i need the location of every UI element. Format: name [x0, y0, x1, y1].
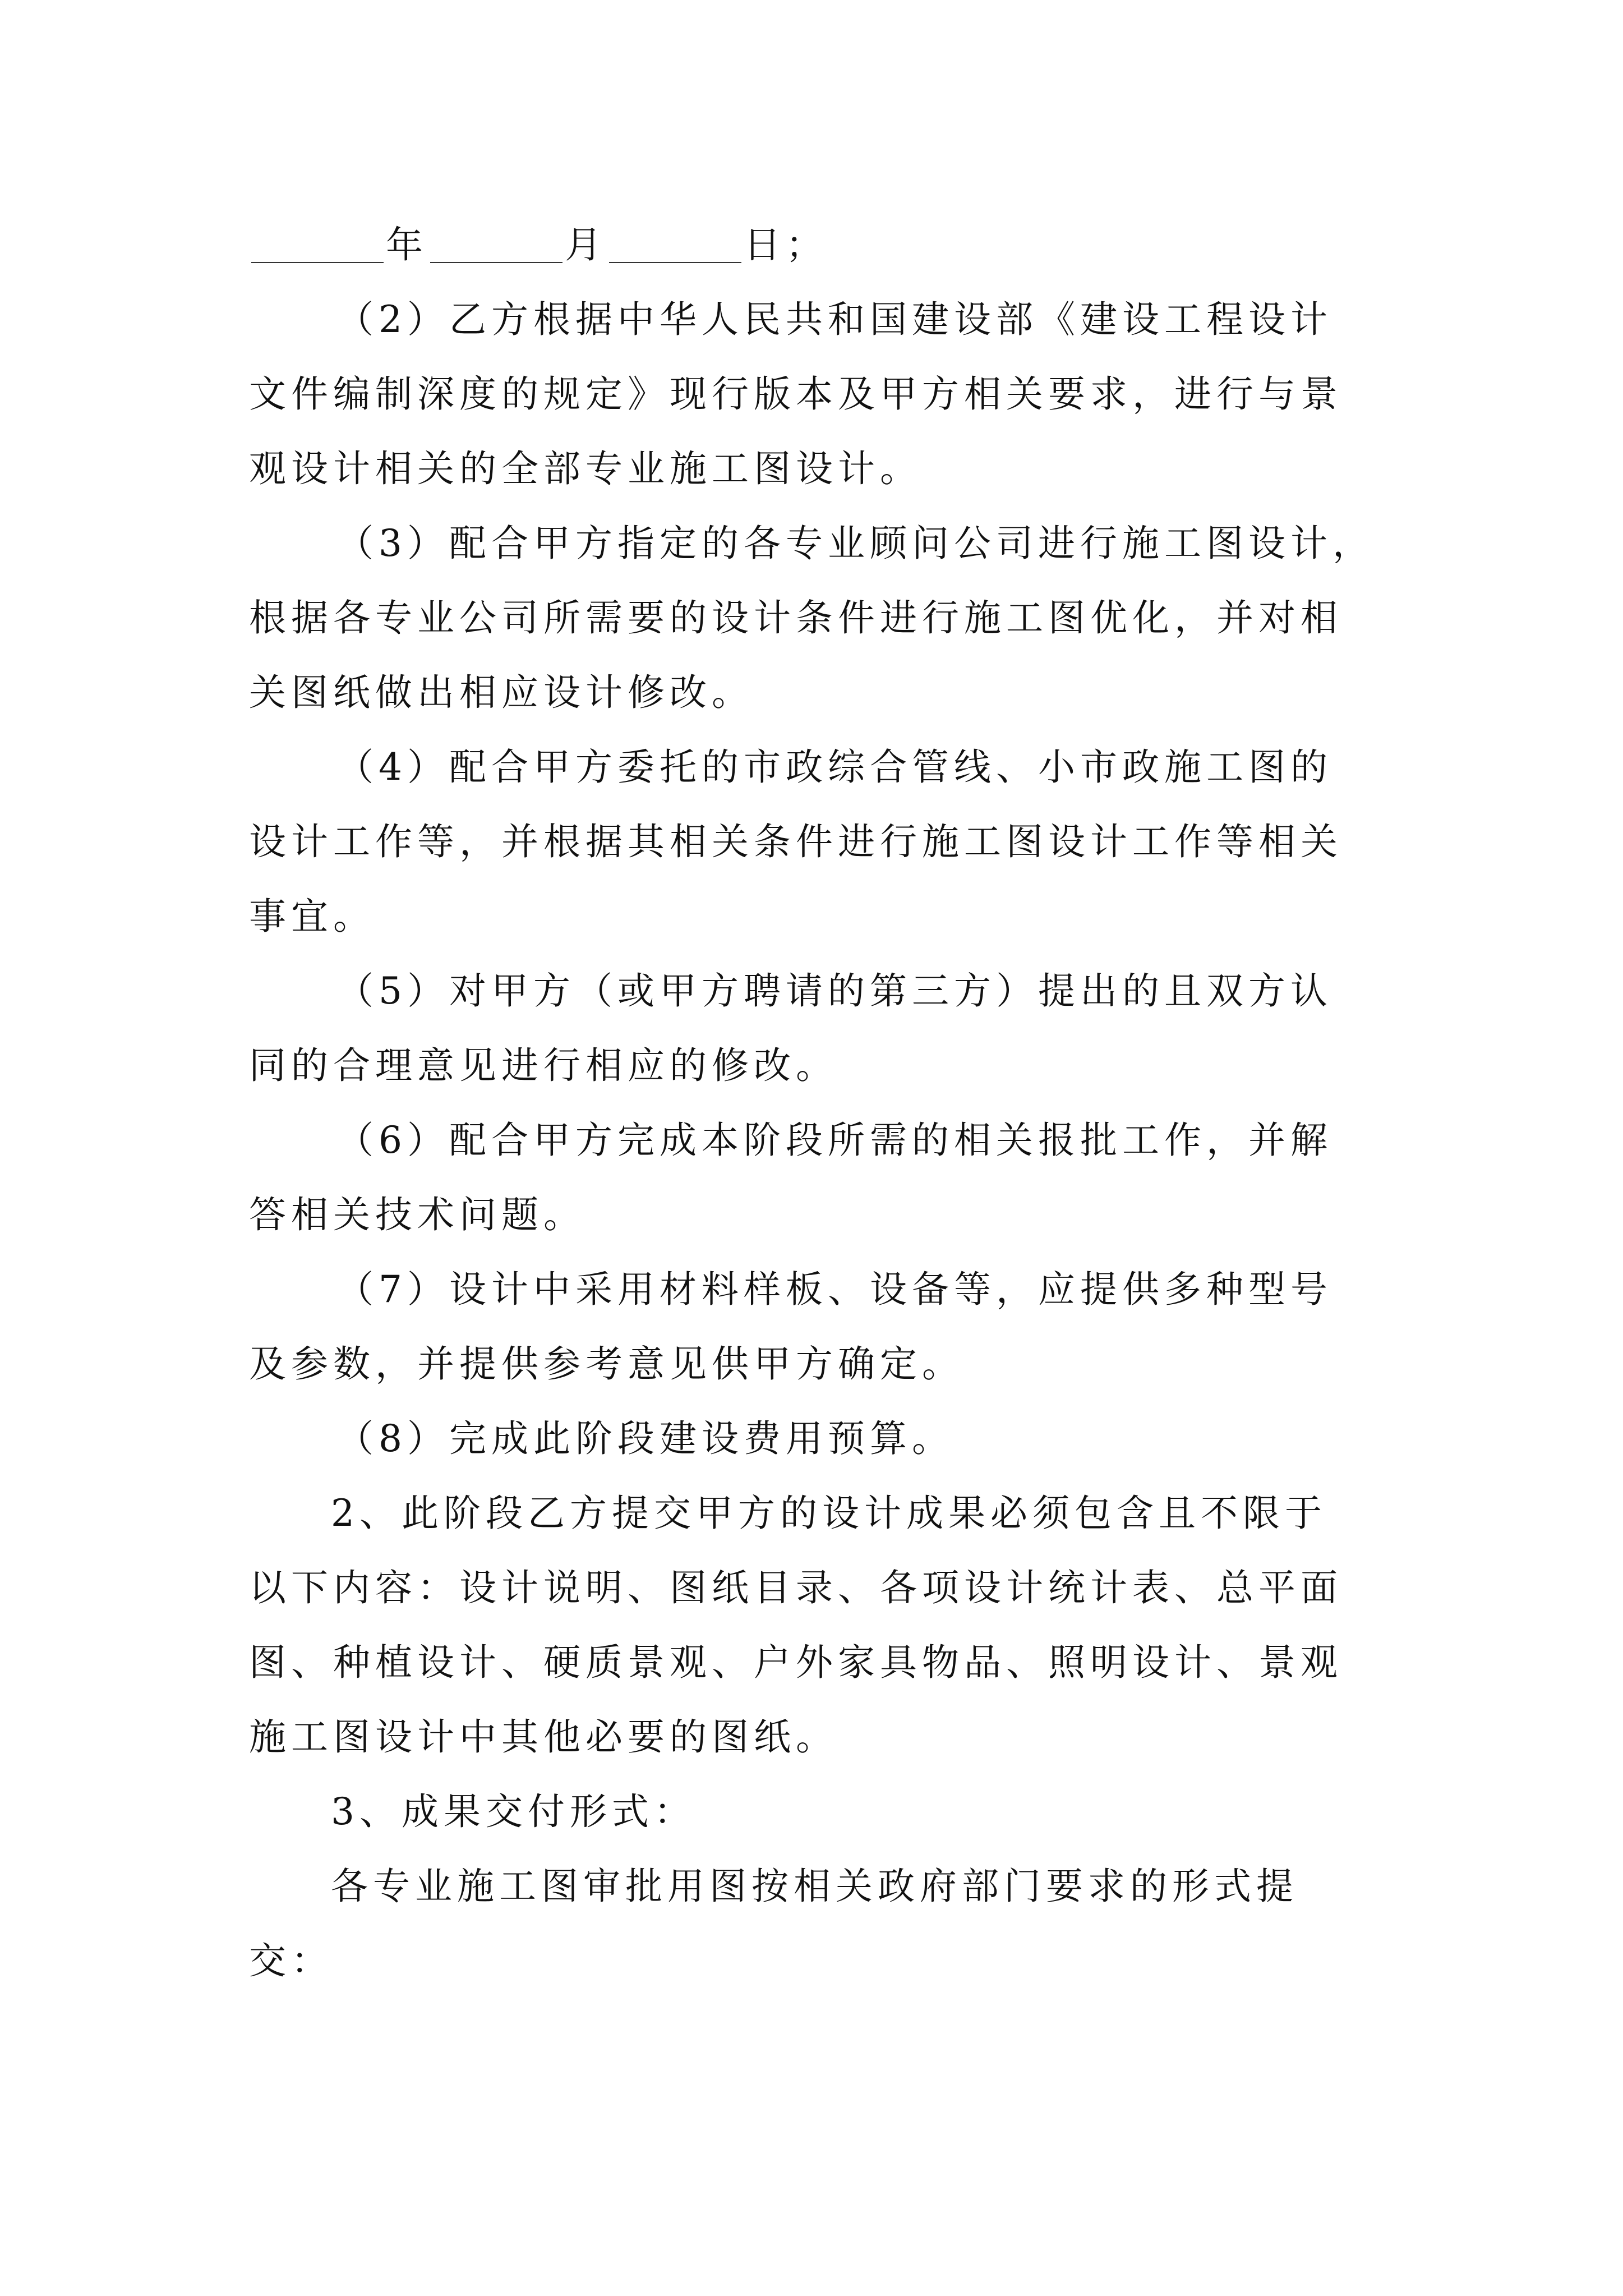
section-2-line-3: 图、种植设计、硬质景观、户外家具物品、照明设计、景观: [249, 1641, 1343, 1684]
paragraph-4-line-2: 设计工作等，并根据其相关条件进行施工图设计工作等相关: [249, 820, 1343, 863]
day-blank: [609, 225, 741, 263]
section-3-line-1: 3、成果交付形式：: [331, 1790, 696, 1833]
section-2-line-1: 2、此阶段乙方提交甲方的设计成果必须包含且不限于: [331, 1492, 1327, 1535]
date-line: [249, 208, 1376, 282]
paragraph-4-line-3: 事宜。: [249, 895, 375, 938]
delivery-paragraph-line-2: 交：: [249, 1939, 333, 1982]
paragraph-2-line-1: （2）乙方根据中华人民共和国建设部《建设工程设计: [336, 298, 1332, 341]
section-2-line-2: 以下内容：设计说明、图纸目录、各项设计统计表、总平面: [249, 1566, 1343, 1609]
section-2-line-4: 施工图设计中其他必要的图纸。: [249, 1715, 838, 1759]
month-blank: [430, 225, 562, 263]
paragraph-6-line-1: （6）配合甲方完成本阶段所需的相关报批工作，并解: [336, 1119, 1332, 1162]
paragraph-5-line-1: （5）对甲方（或甲方聘请的第三方）提出的且双方认: [336, 969, 1332, 1013]
paragraph-8-line-1: （8）完成此阶段建设费用预算。: [336, 1417, 954, 1460]
paragraph-3-line-3: 关图纸做出相应设计修改。: [249, 671, 754, 714]
paragraph-6-line-2: 答相关技术问题。: [249, 1193, 585, 1236]
paragraph-3-line-2: 根据各专业公司所需要的设计条件进行施工图优化，并对相: [249, 596, 1343, 639]
month-label: 月: [565, 223, 607, 266]
year-blank: [251, 225, 384, 263]
paragraph-2-line-3: 观设计相关的全部专业施工图设计。: [249, 447, 922, 490]
paragraph-7-line-2: 及参数，并提供参考意见供甲方确定。: [249, 1342, 964, 1386]
paragraph-2-line-2: 文件编制深度的规定》现行版本及甲方相关要求，进行与景: [249, 372, 1343, 416]
document-body: [249, 208, 1376, 1998]
paragraph-4-line-1: （4）配合甲方委托的市政综合管线、小市政施工图的: [336, 746, 1332, 789]
paragraph-3-line-1: （3）配合甲方指定的各专业顾问公司进行施工图设计，: [336, 522, 1375, 565]
delivery-paragraph-line-1: 各专业施工图审批用图按相关政府部门要求的形式提: [331, 1865, 1298, 1908]
paragraph-5-line-2: 同的合理意见进行相应的修改。: [249, 1044, 838, 1087]
day-label: 日；: [744, 223, 828, 266]
paragraph-7-line-1: （7）设计中采用材料样板、设备等，应提供多种型号: [336, 1268, 1332, 1311]
year-label: 年: [386, 223, 428, 266]
